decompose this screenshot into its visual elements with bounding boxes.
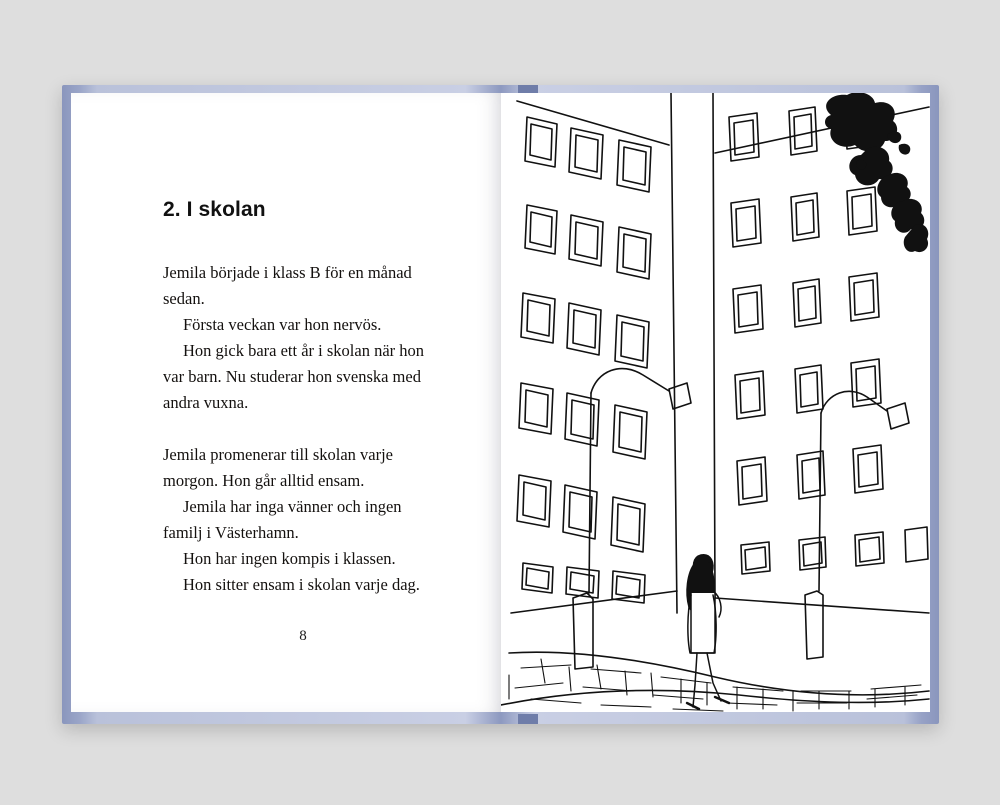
paragraph-3: Hon gick bara ett år i skolan när hon var barn. Nu studerar hon svenska med andra vuxna. — [163, 341, 425, 412]
paragraph-6: Hon har ingen kompis i klassen. — [183, 549, 396, 568]
paragraph-4: Jemila promenerar till skolan varje morgon. Hon går alltid ensam. — [163, 445, 394, 490]
page-number: 8 — [299, 628, 307, 644]
paragraph-1: Jemila började i klass B för en månad sedan. — [163, 263, 412, 308]
spine-tab-bottom — [518, 714, 538, 724]
book-pages — [71, 93, 930, 712]
body-text-column — [163, 198, 443, 598]
street-scene-illustration — [501, 93, 930, 712]
paragraph-7: Hon sitter ensam i skolan varje dag. — [183, 575, 420, 594]
page-title: 2. I skolan — [163, 198, 266, 221]
right-page — [501, 93, 930, 712]
paragraph-5: Jemila har inga vänner och ingen familj i Västerhamn. — [163, 497, 402, 542]
left-page — [71, 93, 501, 712]
paragraph-2: Första veckan var hon nervös. — [183, 315, 382, 334]
open-book — [62, 85, 939, 724]
